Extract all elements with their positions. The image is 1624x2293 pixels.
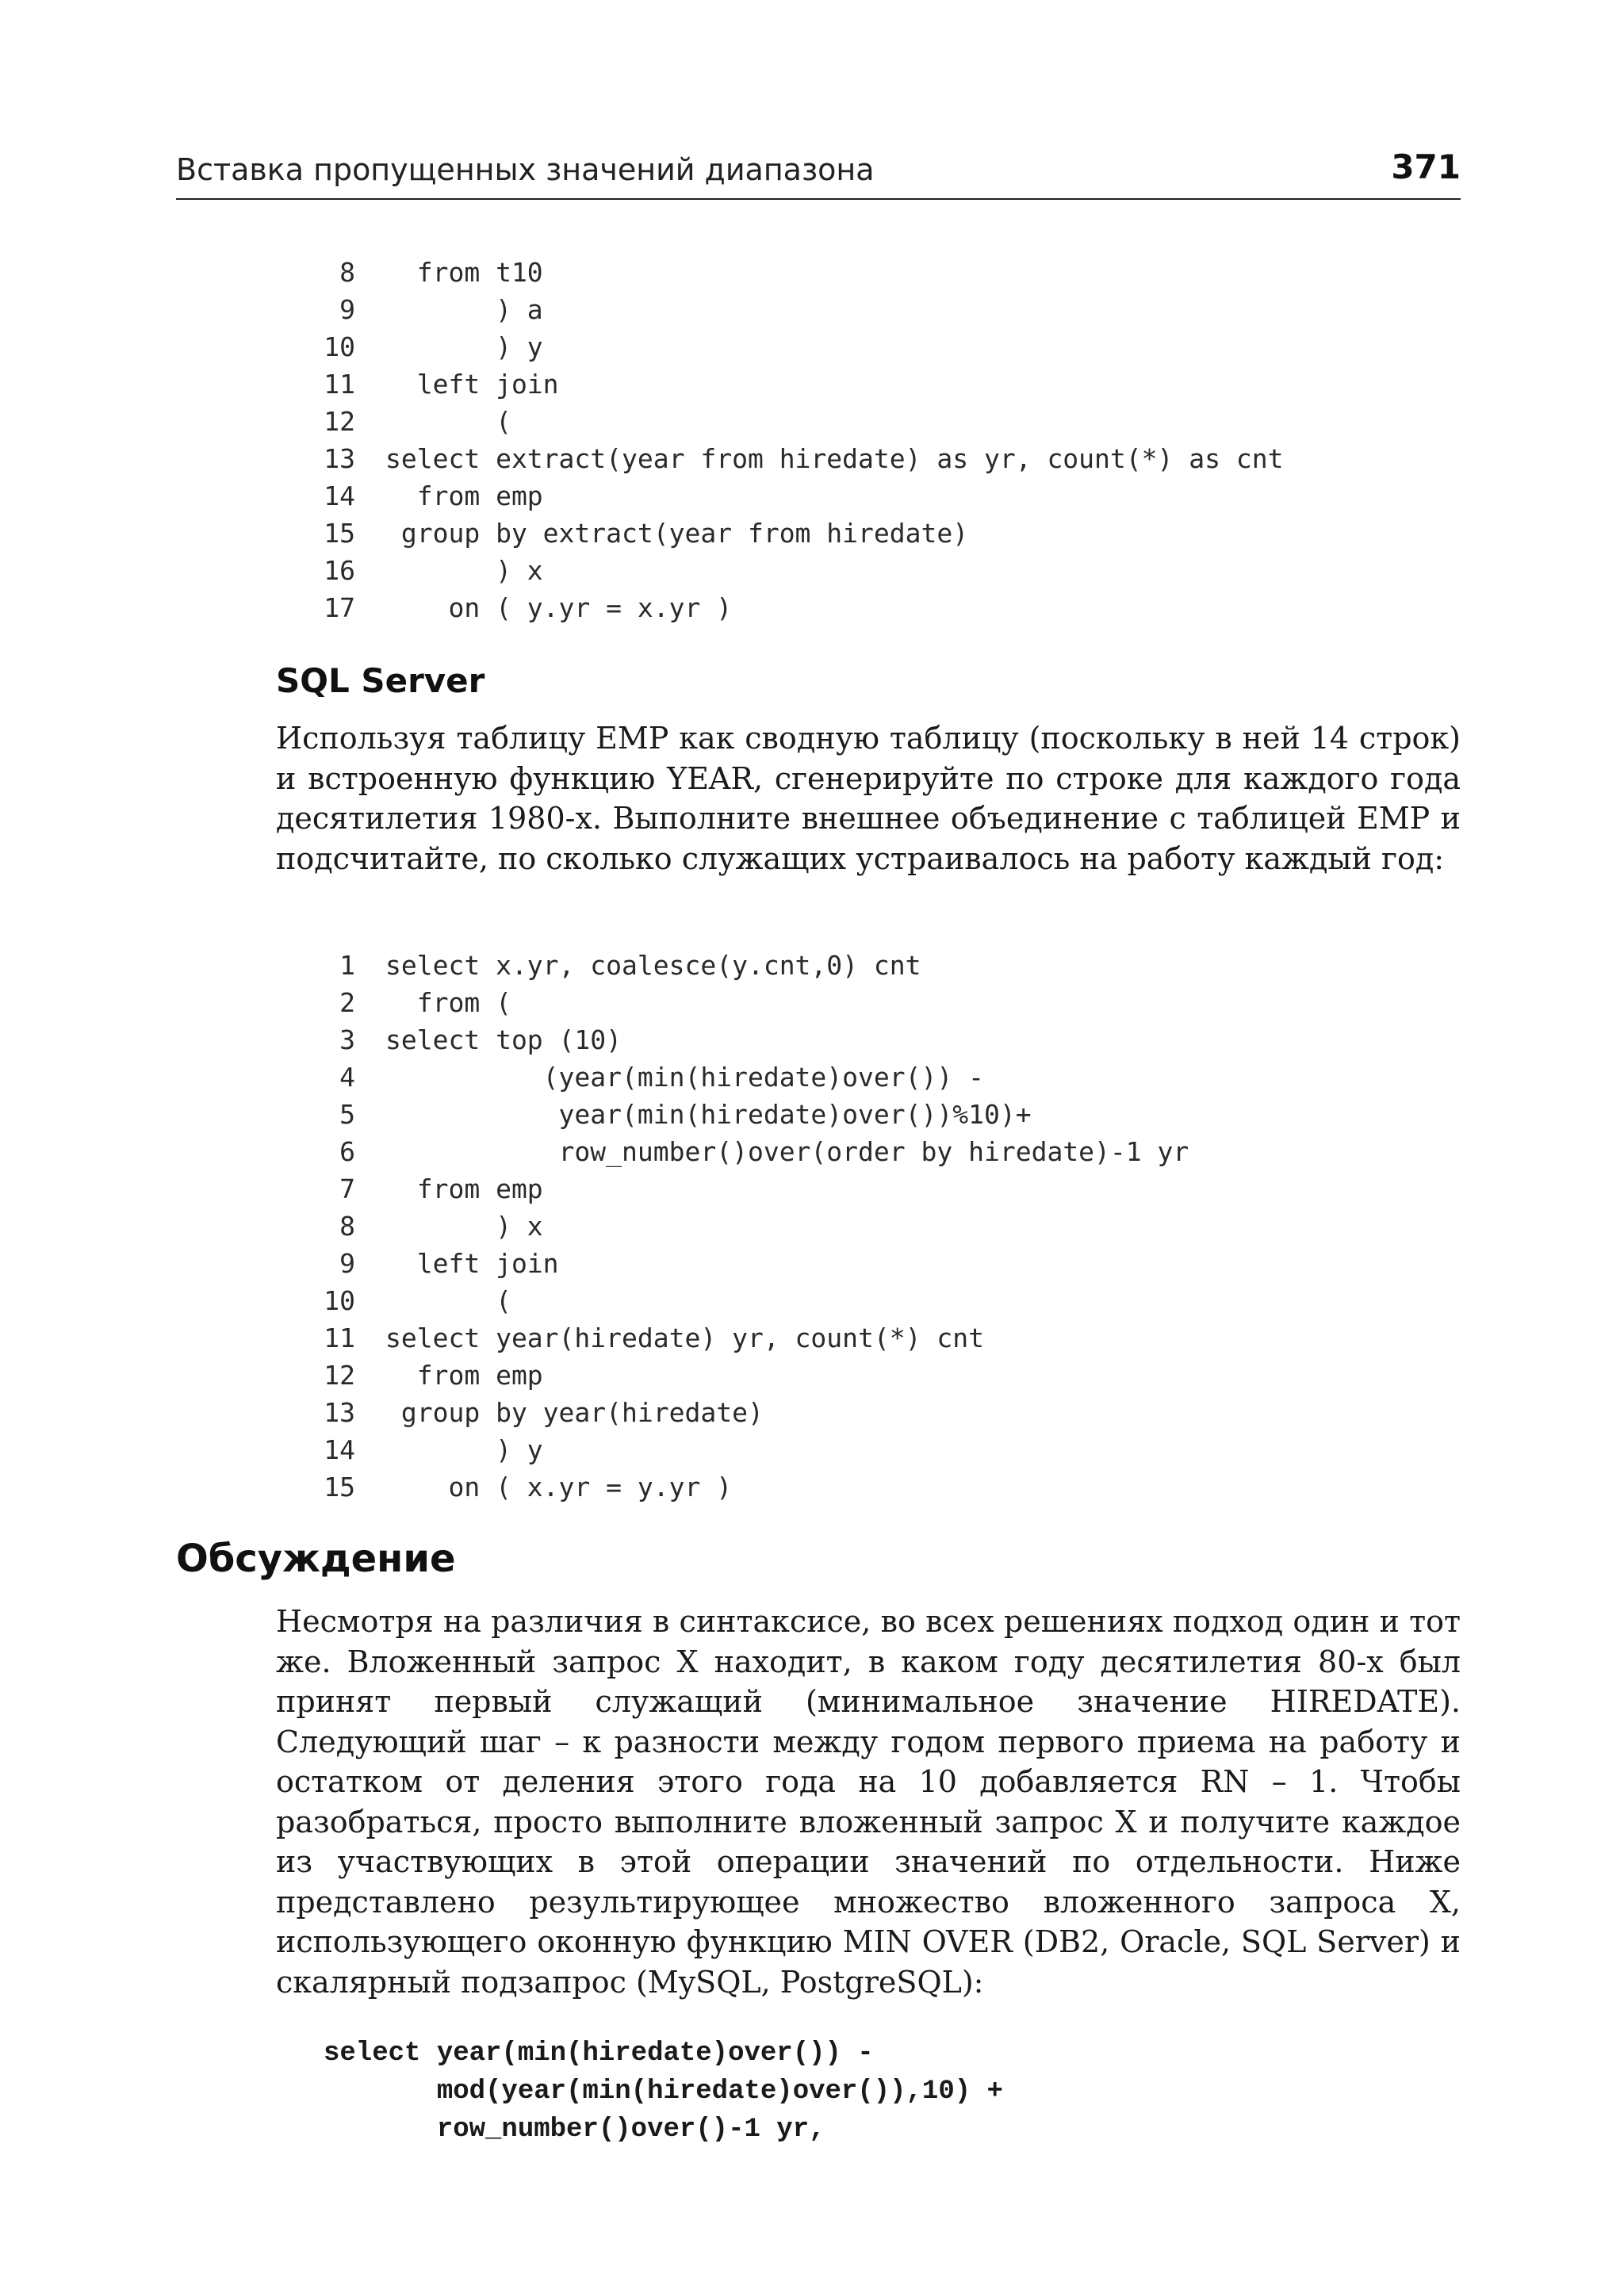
code-text: (year(min(hiredate)over()) - (385, 1062, 984, 1093)
code-line (309, 440, 1283, 477)
line-number: 8 (339, 1211, 355, 1242)
code-text: year(min(hiredate)over())%10)+ (385, 1099, 1032, 1130)
code-text: select top (10) (385, 1024, 622, 1055)
code-text: group by extract(year from hiredate) (385, 518, 969, 549)
code-text: group by year(hiredate) (385, 1397, 764, 1428)
code-text: from t10 (385, 257, 543, 288)
line-number: 17 (324, 592, 355, 623)
running-title: Вставка пропущенных значений диапазона (176, 152, 875, 187)
line-number: 3 (339, 1024, 355, 1055)
code-line (309, 1058, 1189, 1096)
code-line (309, 1021, 1189, 1058)
code-line (309, 1468, 1189, 1506)
line-number: 9 (339, 1248, 355, 1279)
code-listing-inline-view-x (324, 2035, 1003, 2149)
code-text: on ( x.yr = y.yr ) (385, 1472, 733, 1503)
code-line (309, 1096, 1189, 1133)
code-line (309, 291, 1283, 328)
code-listing-oracle-tail (309, 254, 1283, 626)
line-number: 11 (324, 369, 355, 400)
code-text: ) a (385, 294, 543, 325)
code-text: ( (385, 1285, 511, 1316)
code-line (309, 984, 1189, 1021)
code-text: from ( (385, 987, 511, 1018)
code-line (309, 589, 1283, 626)
code-line: row_number()over()-1 yr, (324, 2115, 825, 2145)
line-number: 1 (339, 950, 355, 981)
code-text: left join (385, 1248, 559, 1279)
code-line: mod(year(min(hiredate)over()),10) + (324, 2077, 1003, 2107)
code-line (309, 1394, 1189, 1431)
code-text: on ( y.yr = x.yr ) (385, 592, 733, 623)
line-number: 8 (339, 257, 355, 288)
line-number: 12 (324, 1360, 355, 1391)
line-number: 15 (324, 1472, 355, 1503)
code-text: select x.yr, coalesce(y.cnt,0) cnt (385, 950, 921, 981)
line-number: 14 (324, 480, 355, 511)
line-number: 2 (339, 987, 355, 1018)
line-number: 5 (339, 1099, 355, 1130)
code-line (309, 1319, 1189, 1357)
code-line (309, 515, 1283, 552)
code-text: ) x (385, 1211, 543, 1242)
code-line (309, 552, 1283, 589)
line-number: 12 (324, 406, 355, 437)
code-line (309, 366, 1283, 403)
code-line (309, 254, 1283, 291)
line-number: 6 (339, 1136, 355, 1167)
code-listing-sql-server (309, 947, 1189, 1506)
code-line (309, 1357, 1189, 1394)
page-header (176, 147, 1461, 200)
code-text: ( (385, 406, 511, 437)
code-text: ) y (385, 331, 543, 362)
line-number: 10 (324, 331, 355, 362)
code-text: select extract(year from hiredate) as yr, count(*) as cnt (385, 443, 1284, 474)
line-number: 4 (339, 1062, 355, 1093)
code-line (309, 1282, 1189, 1319)
line-number: 16 (324, 555, 355, 586)
section-title-sql-server: SQL Server (276, 661, 485, 700)
code-line (309, 1431, 1189, 1468)
code-text: select year(hiredate) yr, count(*) cnt (385, 1323, 984, 1353)
code-text: ) y (385, 1434, 543, 1465)
line-number: 14 (324, 1434, 355, 1465)
code-text: left join (385, 369, 559, 400)
line-number: 13 (324, 443, 355, 474)
code-text: from emp (385, 480, 543, 511)
code-line (309, 1133, 1189, 1170)
code-line (309, 1208, 1189, 1245)
line-number: 13 (324, 1397, 355, 1428)
paragraph-discussion: Несмотря на различия в синтаксисе, во всех решениях подход один и тот же. Вложенный запрос X находит, в каком году десятилетия 80-х был принят первый служащий (минимальное значение HIREDATE). Следующий шаг – к разности между годом первого приема на работу и остатком от деления этого года на 10 добавляется RN – 1. Чтобы разобраться, просто выполните вложенный запрос X и получите каждое из участвующих в этой операции значений по отдельности. Ниже представлено результирующее множество вложенного запроса X, использующего оконную функцию MIN OVER (DB2, Oracle, SQL Server) и скалярный подзапрос (MySQL, PostgreSQL): (276, 1604, 1461, 2000)
code-text: row_number()over(order by hiredate)-1 yr (385, 1136, 1189, 1167)
line-number: 7 (339, 1173, 355, 1204)
line-number: 9 (339, 294, 355, 325)
code-line (309, 1170, 1189, 1208)
line-number: 15 (324, 518, 355, 549)
code-text: from emp (385, 1360, 543, 1391)
code-text: ) x (385, 555, 543, 586)
code-line (309, 328, 1283, 366)
code-line (309, 947, 1189, 984)
code-line (309, 403, 1283, 440)
line-number: 10 (324, 1285, 355, 1316)
paragraph-sql-server: Используя таблицу EMP как сводную таблицу (поскольку в ней 14 строк) и встроенную функцию YEAR, сгенерируйте по строке для каждого года десятилетия 1980-х. Выполните внешнее объединение с таблицей EMP и подсчитайте, по сколько служащих устраивалось на работу каждый год: (276, 721, 1461, 876)
page-number: 371 (1391, 147, 1461, 186)
code-line (309, 477, 1283, 515)
code-line: select year(min(hiredate)over()) - (324, 2038, 874, 2069)
code-text: from emp (385, 1173, 543, 1204)
line-number: 11 (324, 1323, 355, 1353)
section-title-discussion: Обсуждение (176, 1537, 456, 1581)
code-line (309, 1245, 1189, 1282)
